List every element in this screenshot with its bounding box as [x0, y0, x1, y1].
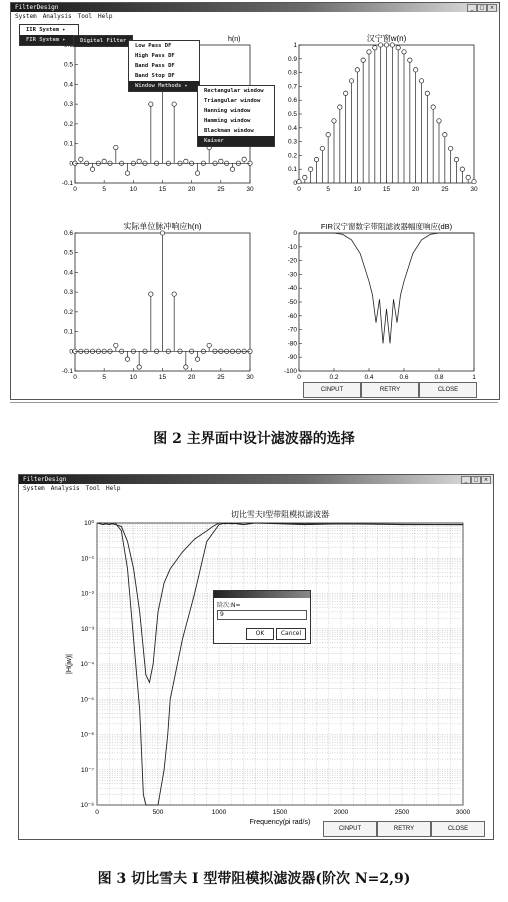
- plot2-point: [378, 43, 382, 47]
- order-input[interactable]: 9: [217, 610, 307, 620]
- plot2-point: [454, 157, 458, 161]
- plot2-point: [326, 133, 330, 137]
- plot2-point: [367, 50, 371, 54]
- plot2-ytick-label: 0.9: [287, 55, 297, 63]
- plot2-point: [343, 91, 347, 95]
- plot2-xtick-label: 0: [297, 186, 301, 193]
- plot1-title: h(n): [228, 36, 241, 43]
- fig3-ytick-label: 10⁻¹: [81, 555, 94, 563]
- plot2-xtick-label: 10: [353, 186, 361, 193]
- fig3-window-title: FilterDesign: [23, 476, 67, 483]
- close-icon[interactable]: ×: [481, 476, 491, 484]
- menu-item-hanning[interactable]: Hanning window: [204, 108, 251, 114]
- fig3-title: 切比雪夫I型带阻模拟滤波器: [230, 510, 330, 519]
- menu-item-rectangular[interactable]: Rectangular window: [204, 88, 264, 94]
- fig3-xtick-label: 2000: [333, 809, 349, 816]
- fig2-caption: 图 2 主界面中设计滤波器的选择: [153, 431, 355, 447]
- cinput-button[interactable]: CINPUT: [303, 382, 361, 398]
- menu-item-triangular[interactable]: Triangular window: [204, 98, 261, 104]
- plot2-point: [408, 58, 412, 62]
- plot2-point: [308, 167, 312, 171]
- plot1-point: [230, 167, 234, 171]
- plot2-point: [349, 79, 353, 83]
- plot1-xtick-label: 0: [73, 186, 77, 193]
- plot4-axes: [299, 233, 474, 371]
- fig3-ylabel: |H(jw)|: [66, 654, 73, 674]
- minimize-icon[interactable]: _: [467, 4, 477, 12]
- plot3-ytick-label: 0: [69, 348, 73, 356]
- fig3-ytick-label: 10⁻⁵: [80, 696, 94, 704]
- plot1-xtick-label: 10: [129, 186, 137, 193]
- fig3-xtick-label: 2500: [394, 809, 410, 816]
- plot2-ytick-label: 0.7: [287, 83, 297, 91]
- plot2-point: [443, 133, 447, 137]
- retry-button[interactable]: RETRY: [377, 821, 431, 837]
- plot3-ytick-label: -0.1: [61, 368, 73, 375]
- plot2-ytick-label: 0.6: [287, 97, 297, 105]
- divider: [10, 402, 498, 403]
- plot3-point: [207, 343, 211, 347]
- system-menu: [19, 24, 79, 46]
- plot4-xtick-label: 0.6: [399, 374, 409, 381]
- plot2-xtick-label: 30: [470, 186, 478, 193]
- plot3-ytick-label: 0.3: [63, 289, 73, 297]
- plot1-xtick-label: 25: [217, 186, 225, 193]
- plot4-ytick-label: -30: [287, 271, 297, 279]
- menu-item-iir[interactable]: IIR System ▸: [26, 27, 66, 33]
- menu-system[interactable]: System: [23, 485, 45, 492]
- menu-help[interactable]: Help: [106, 485, 121, 492]
- plot2-xtick-label: 20: [412, 186, 420, 193]
- dialog-titlebar: [214, 591, 310, 598]
- plot2-point: [320, 146, 324, 150]
- plot1-xtick-label: 15: [158, 186, 167, 193]
- plot1-xtick-label: 5: [102, 186, 106, 193]
- retry-button[interactable]: RETRY: [361, 382, 419, 398]
- plot1-ytick-label: 0: [69, 160, 73, 168]
- plot2-ytick-label: 1: [293, 42, 297, 49]
- plot2-xtick-label: 25: [441, 186, 449, 193]
- plot4-ytick-label: 0: [293, 230, 297, 237]
- plot4-xtick-label: 0.8: [434, 374, 444, 381]
- plot4-ytick-label: -40: [287, 285, 297, 293]
- fig3-ytick-label: 10⁻⁸: [80, 802, 94, 809]
- plot2-point: [338, 105, 342, 109]
- menu-analysis[interactable]: Analysis: [42, 13, 72, 20]
- fig3-ytick-label: 10⁻⁴: [80, 661, 94, 668]
- plot1-ytick-label: 0.3: [63, 101, 73, 109]
- menu-help[interactable]: Help: [98, 13, 113, 20]
- plot2-point: [361, 58, 365, 62]
- plot1-xtick-label: 30: [246, 186, 254, 193]
- plot4-title: FIR汉宁窗数字带阻滤波器幅度响应(dB): [320, 222, 453, 231]
- plot2-ytick-label: 0: [293, 180, 297, 187]
- plot1-point: [219, 159, 223, 163]
- plot2-ytick-label: 0.8: [287, 69, 297, 77]
- fig3-xtick-label: 1500: [272, 809, 288, 816]
- plot2-point: [402, 50, 406, 54]
- fig3-xtick-label: 1000: [211, 809, 227, 816]
- filter-type-menu: [128, 40, 200, 92]
- plot1-point: [149, 102, 153, 106]
- plot4-ytick-label: -100: [283, 368, 297, 375]
- fig3-ytick-label: 10⁻⁶: [80, 731, 94, 739]
- menu-item-lowpass[interactable]: Low Pass DF: [135, 43, 172, 49]
- fig3-ytick-label: 10⁰: [84, 520, 94, 527]
- plot1-ytick-label: 0.4: [63, 81, 73, 89]
- dialog-label: 阶次:N=: [217, 602, 241, 609]
- plot2-ytick-label: 0.1: [287, 166, 297, 174]
- plot4-ytick-label: -80: [287, 340, 297, 348]
- menu-item-window-methods[interactable]: Window Methods ▸: [129, 81, 199, 91]
- plot2-title: 汉宁窗w(n): [366, 34, 407, 43]
- fig2-plots: [11, 3, 499, 399]
- menu-item-fir[interactable]: FIR System ▸: [20, 35, 78, 45]
- dialog-cancel-button[interactable]: Cancel: [276, 628, 306, 640]
- plot3-xtick-label: 0: [73, 374, 77, 381]
- plot2-point: [355, 68, 359, 72]
- plot3-ytick-label: 0.2: [63, 308, 73, 316]
- plot2-xtick-label: 15: [382, 186, 391, 193]
- order-dialog: [213, 590, 311, 644]
- plot1-point: [184, 159, 188, 163]
- menu-item-kaiser[interactable]: Kaiser: [198, 136, 274, 146]
- menu-item-highpass[interactable]: High Pass DF: [135, 53, 175, 59]
- plot2-point: [384, 43, 388, 47]
- plot2-point: [396, 46, 400, 50]
- maximize-icon[interactable]: □: [477, 4, 487, 12]
- fig3-ytick-label: 10⁻³: [81, 625, 94, 633]
- fig3-ytick-label: 10⁻²: [81, 590, 94, 598]
- plot3-xtick-label: 10: [129, 374, 137, 381]
- plot3-title: 实际单位脉冲响应h(n): [123, 222, 202, 231]
- plot1-point: [90, 167, 94, 171]
- plot2-point: [303, 175, 307, 179]
- fig3-ytick-label: 10⁻⁷: [80, 766, 94, 774]
- plot2-point: [314, 157, 318, 161]
- plot1-point: [125, 171, 129, 175]
- menu-item-blackman[interactable]: Blackman window: [204, 128, 254, 134]
- menu-item-hamming[interactable]: Hamming window: [204, 118, 251, 124]
- plot3-xtick-label: 15: [158, 374, 167, 381]
- dialog-ok-button[interactable]: OK: [246, 628, 274, 640]
- plot4-xtick-label: 0.2: [329, 374, 339, 381]
- plot1-point: [172, 102, 176, 106]
- fig2-window: [10, 2, 500, 400]
- plot3-point: [125, 357, 129, 361]
- fig3-xtick-label: 0: [95, 809, 99, 816]
- fig3-window: [18, 474, 494, 840]
- plot2-point: [437, 119, 441, 123]
- plot4-ytick-label: -70: [287, 326, 297, 334]
- plot4-ytick-label: -90: [287, 354, 297, 362]
- close-button[interactable]: CLOSE: [419, 382, 477, 398]
- menu-tool[interactable]: Tool: [77, 13, 93, 20]
- plot3-xtick-label: 20: [188, 374, 196, 381]
- plot2-point: [460, 167, 464, 171]
- window-type-menu: [197, 85, 275, 147]
- plot1-point: [242, 157, 246, 161]
- plot2-ytick-label: 0.4: [287, 124, 297, 132]
- plot2-point: [431, 105, 435, 109]
- plot3-ytick-label: 0.5: [63, 249, 73, 257]
- plot4-ytick-label: -20: [287, 257, 297, 265]
- plot3-xtick-label: 30: [246, 374, 254, 381]
- plot1-ytick-label: 0.1: [63, 140, 73, 148]
- plot3-point: [114, 343, 118, 347]
- plot2-ytick-label: 0.3: [287, 138, 297, 146]
- minimize-icon[interactable]: _: [461, 476, 471, 484]
- plot3-ytick-label: 0.6: [63, 230, 73, 237]
- plot2-ytick-label: 0.5: [287, 111, 297, 118]
- plot4-ytick-label: -10: [287, 243, 297, 251]
- plot1-ytick-label: 0.2: [63, 120, 73, 128]
- close-button[interactable]: CLOSE: [431, 821, 485, 837]
- cinput-button[interactable]: CINPUT: [323, 821, 377, 837]
- close-icon[interactable]: ×: [487, 4, 497, 12]
- plot3-point: [184, 365, 188, 369]
- menu-item-bandpass[interactable]: Band Pass DF: [135, 63, 175, 69]
- plot2-point: [466, 175, 470, 179]
- plot3-xtick-label: 25: [217, 374, 225, 381]
- plot3-point: [137, 365, 141, 369]
- fig3-caption: 图 3 切比雪夫 I 型带阻模拟滤波器(阶次 N=2,9): [97, 871, 411, 887]
- plot2-point: [413, 68, 417, 72]
- plot1-point: [102, 159, 106, 163]
- plot1-ytick-label: -0.1: [61, 180, 73, 187]
- fig3-xtick-label: 500: [152, 809, 164, 816]
- plot3-ytick-label: 0.4: [63, 269, 73, 277]
- plot2-point: [332, 119, 336, 123]
- menu-item-bandstop[interactable]: Band Stop DF: [135, 73, 175, 79]
- fig3-xtick-label: 3000: [455, 809, 471, 816]
- menu-analysis[interactable]: Analysis: [50, 485, 80, 492]
- plot2-point: [297, 179, 301, 183]
- plot3-point: [160, 231, 164, 235]
- fig3-plot: [19, 475, 493, 839]
- plot1-point: [114, 145, 118, 149]
- menu-tool[interactable]: Tool: [85, 485, 101, 492]
- plot2-point: [419, 79, 423, 83]
- plot4-xtick-label: 0: [297, 374, 301, 381]
- plot3-point: [195, 357, 199, 361]
- plot2-point: [390, 43, 394, 47]
- plot1-ytick-label: 0.5: [63, 61, 73, 69]
- plot2-point: [425, 91, 429, 95]
- plot2-xtick-label: 5: [326, 186, 330, 193]
- plot3-ytick-label: 0.1: [63, 328, 73, 336]
- plot2-point: [448, 146, 452, 150]
- menu-system[interactable]: System: [15, 13, 37, 20]
- fir-submenu: [73, 35, 133, 47]
- plot4-xtick-label: 1: [472, 374, 476, 381]
- fig3-xlabel: Frequency(pi rad/s): [249, 819, 311, 826]
- plot2-point: [472, 179, 476, 183]
- plot4-ytick-label: -60: [287, 312, 297, 320]
- plot3-xtick-label: 5: [102, 374, 106, 381]
- plot4-ytick-label: -50: [287, 299, 297, 306]
- maximize-icon[interactable]: □: [471, 476, 481, 484]
- plot2-ytick-label: 0.2: [287, 152, 297, 160]
- plot1-point: [137, 159, 141, 163]
- menu-item-digital-filter[interactable]: Digital Filter: [74, 36, 132, 46]
- plot1-point: [195, 171, 199, 175]
- plot1-point: [79, 157, 83, 161]
- plot3-point: [149, 292, 153, 296]
- plot2-point: [373, 46, 377, 50]
- plot1-xtick-label: 20: [188, 186, 196, 193]
- plot3-point: [172, 292, 176, 296]
- plot4-xtick-label: 0.4: [364, 374, 374, 381]
- fig2-window-title: FilterDesign: [15, 4, 59, 11]
